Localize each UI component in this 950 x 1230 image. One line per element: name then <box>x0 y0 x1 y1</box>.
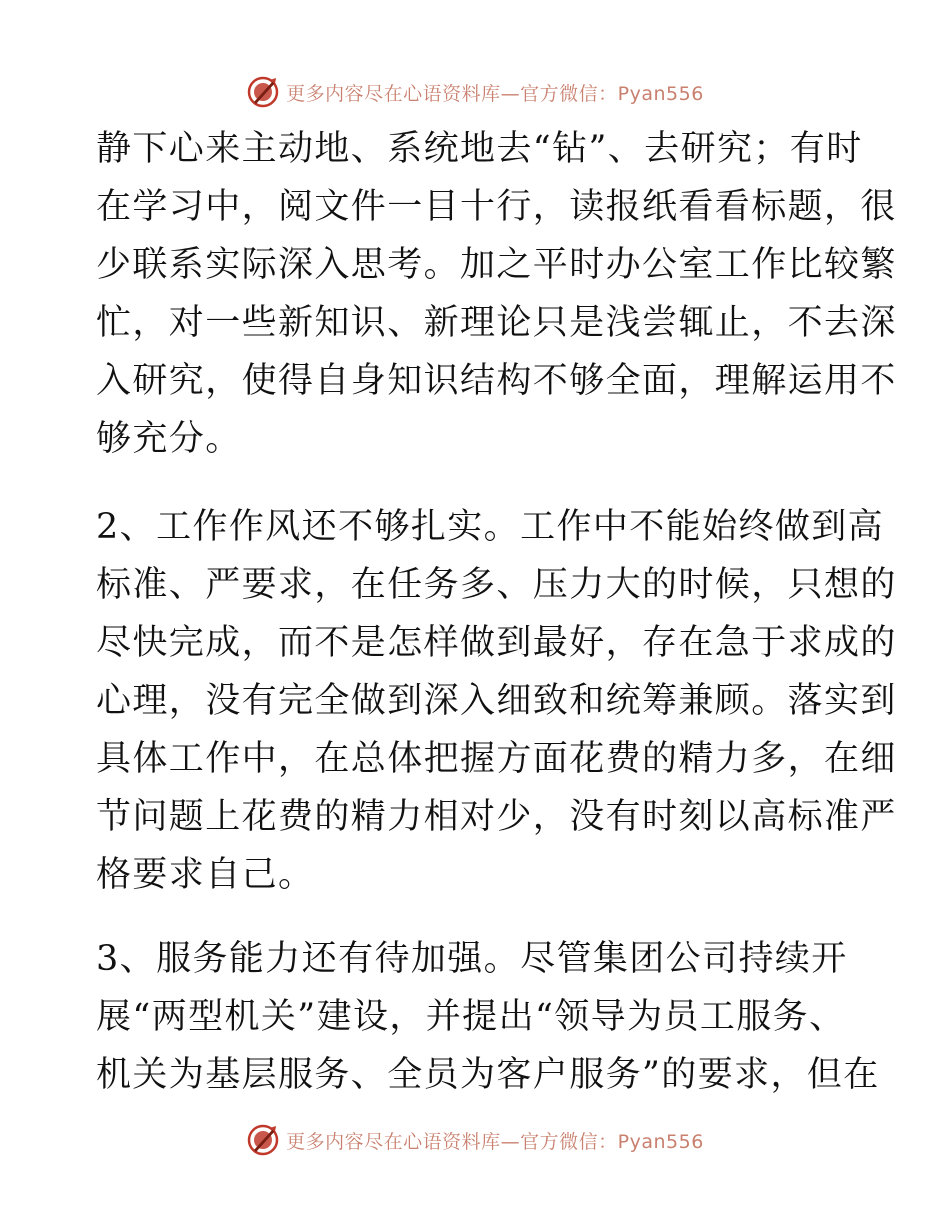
text-line: 具体工作中，在总体把握方面花费的精力多，在细 <box>96 739 897 779</box>
paragraph-2 <box>96 498 897 904</box>
text-line: 入研究，使得自身知识结构不够全面，理解运用不 <box>96 361 897 401</box>
footer-watermark <box>0 1118 950 1162</box>
text-line: 机关为基层服务、全员为客户服务”的要求，但在 <box>96 1055 880 1095</box>
text-line: 展“两型机关”建设，并提出“领导为员工服务、 <box>96 997 846 1037</box>
paragraph-1 <box>96 120 897 468</box>
text-line: 少联系实际深入思考。加之平时办公室工作比较繁 <box>96 245 897 285</box>
header-watermark <box>0 70 950 114</box>
text-line: 标准、严要求，在任务多、压力大的时候，只想的 <box>96 565 897 605</box>
text-line: 节问题上花费的精力相对少，没有时刻以高标准严 <box>96 797 897 837</box>
pen-logo-icon <box>246 75 280 109</box>
text-line: 格要求自己。 <box>96 855 315 895</box>
text-line: 静下心来主动地、系统地去“钻”、去研究；有时 <box>96 129 863 169</box>
text-line: 够充分。 <box>96 419 242 459</box>
paragraph-3 <box>96 930 880 1104</box>
text-line: 3、服务能力还有待加强。尽管集团公司持续开 <box>96 939 848 979</box>
pen-logo-icon <box>246 1123 280 1157</box>
watermark-text: 更多内容尽在心语资料库—官方微信：Pyan556 <box>286 82 704 105</box>
text-line: 在学习中，阅文件一目十行，读报纸看看标题，很 <box>96 187 897 227</box>
text-line: 心理，没有完全做到深入细致和统筹兼顾。落实到 <box>96 681 897 721</box>
text-line: 2、工作作风还不够扎实。工作中不能始终做到高 <box>96 507 885 547</box>
text-line: 忙，对一些新知识、新理论只是浅尝辄止，不去深 <box>96 303 897 343</box>
document-body <box>96 120 897 1104</box>
watermark-text: 更多内容尽在心语资料库—官方微信：Pyan556 <box>286 1130 704 1153</box>
text-line: 尽快完成，而不是怎样做到最好，存在急于求成的 <box>96 623 897 663</box>
